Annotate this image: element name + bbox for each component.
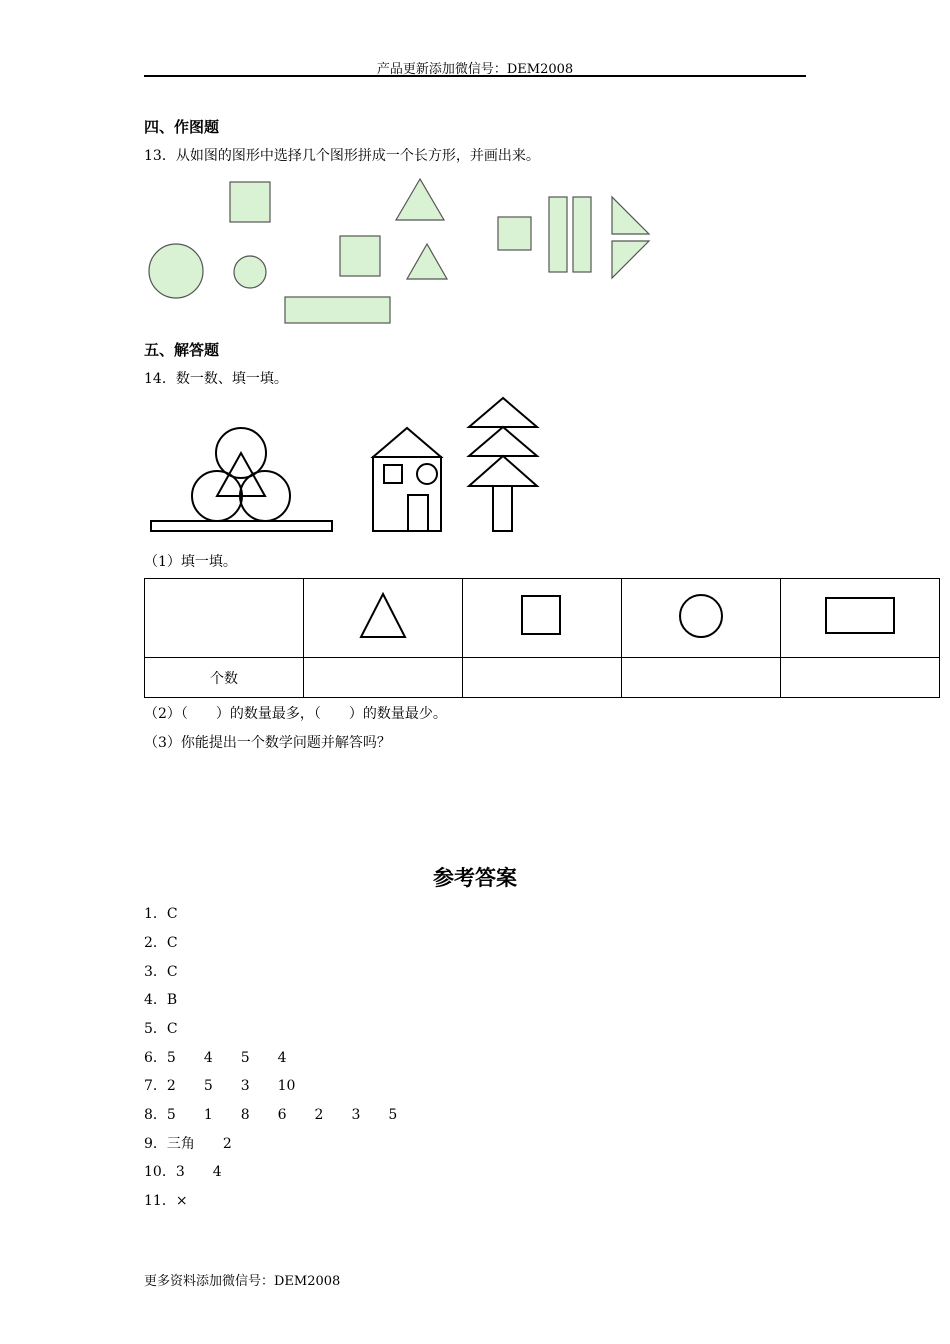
thin-rectangle-shape [549, 197, 567, 272]
answer-item: 10．3 4 [144, 1164, 222, 1180]
long-rectangle-shape [285, 297, 390, 323]
house-roof [373, 428, 441, 457]
table-row [145, 658, 940, 698]
house-door [408, 495, 428, 531]
answer-item: 5．C [144, 1021, 178, 1037]
answer-item: 2．C [144, 935, 178, 951]
table-cell [145, 579, 304, 658]
page-footer: 更多资料添加微信号：DEM2008 [144, 1274, 341, 1289]
triangle-shape [358, 591, 408, 641]
square-header-cell [463, 579, 622, 658]
base-rectangle [151, 521, 332, 531]
answer-item: 3．C [144, 964, 178, 980]
part-3-question: （3）你能提出一个数学问题并解答吗？ [144, 735, 391, 751]
page-header: 产品更新添加微信号：DEM2008 [376, 62, 574, 77]
answer-item: 6．5 4 5 4 [144, 1050, 287, 1066]
large-triangle-shape [396, 179, 444, 220]
rectangle-shape [824, 596, 896, 636]
count-table-wrapper [144, 578, 940, 698]
answer-item: 7．2 5 3 10 [144, 1078, 296, 1094]
answers-title: 参考答案 [433, 865, 517, 890]
q14-figure [144, 395, 544, 540]
triangle-count-cell[interactable] [304, 658, 463, 698]
section-5-title: 五、解答题 [144, 341, 220, 359]
square-shape [230, 182, 270, 222]
square-shape [340, 236, 380, 276]
circle-shape [678, 593, 724, 639]
count-table [144, 578, 940, 698]
triangle-header-cell [304, 579, 463, 658]
circle-header-cell [622, 579, 781, 658]
part-2-question: （2）（ ）的数量最多，（ ）的数量最少。 [144, 706, 447, 722]
right-triangle-shape [612, 241, 649, 278]
circles-group [151, 428, 332, 531]
header-divider [144, 75, 806, 77]
circle-count-cell[interactable] [622, 658, 781, 698]
square-shape [520, 594, 564, 638]
right-triangle-shape [612, 197, 649, 234]
q13-shapes-figure [144, 170, 659, 328]
question-14: 14．数一数、填一填。 [144, 371, 288, 387]
rectangle-count-cell[interactable] [781, 658, 940, 698]
house-round-window [417, 464, 437, 484]
square-shape [498, 217, 531, 250]
square-count-cell[interactable] [463, 658, 622, 698]
answer-item: 8．5 1 8 6 2 3 5 [144, 1107, 398, 1123]
house-drawing [373, 428, 441, 531]
answer-item: 9．三角 2 [144, 1136, 232, 1152]
row-label-count: 个数 [145, 658, 304, 698]
answer-item: 11．× [144, 1193, 188, 1209]
answer-item: 4．B [144, 992, 178, 1008]
section-4-title: 四、作图题 [144, 118, 220, 136]
part-1-label: （1）填一填。 [144, 554, 237, 570]
thin-rectangle-shape [573, 197, 591, 272]
small-circle-shape [234, 256, 266, 288]
tree-drawing [469, 398, 537, 531]
question-13: 13．从如图的图形中选择几个图形拼成一个长方形，并画出来。 [144, 148, 540, 164]
tree-trunk [493, 486, 512, 531]
small-triangle-shape [407, 244, 447, 279]
house-window [384, 465, 402, 483]
rectangle-header-cell [781, 579, 940, 658]
large-circle-shape [149, 244, 203, 298]
table-row [145, 579, 940, 658]
answer-item: 1．C [144, 906, 178, 922]
